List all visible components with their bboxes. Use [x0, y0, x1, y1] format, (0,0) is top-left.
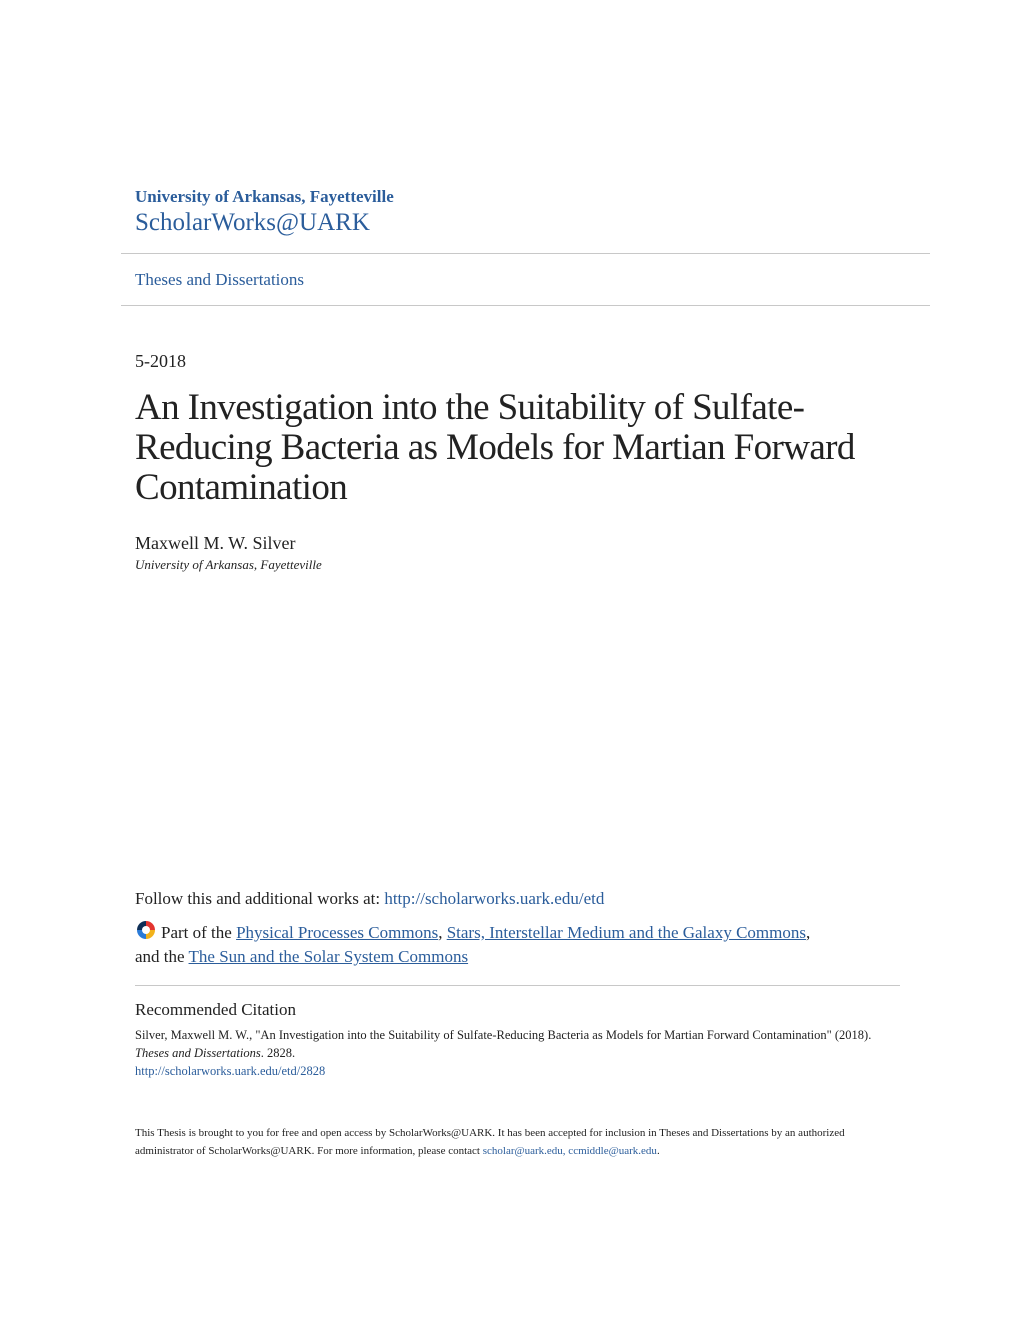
- publication-date: 5-2018: [135, 351, 186, 371]
- citation-series: Theses and Dissertations: [135, 1046, 261, 1060]
- part-of-commons: [135, 919, 895, 969]
- repository-link[interactable]: ScholarWorks@UARK: [135, 209, 370, 236]
- follow-line: [135, 889, 604, 909]
- citation-number: . 2828.: [260, 1046, 296, 1060]
- institution-link[interactable]: University of Arkansas, Fayetteville: [135, 187, 394, 206]
- part-of-prefix: Part of the: [161, 923, 232, 942]
- author-name: Maxwell M. W. Silver: [135, 533, 296, 553]
- citation-divider: [135, 985, 900, 986]
- top-divider: [121, 253, 930, 254]
- and-the-text: and the: [135, 947, 185, 966]
- contact-email-link[interactable]: scholar@uark.edu, ccmiddle@uark.edu: [482, 1145, 657, 1157]
- commons-separator: ,: [805, 923, 811, 942]
- commons-link-sun-solar-system[interactable]: The Sun and the Solar System Commons: [188, 947, 469, 966]
- commons-separator: ,: [438, 923, 443, 942]
- commons-link-stars-interstellar[interactable]: Stars, Interstellar Medium and the Galaxy Commons: [446, 923, 806, 942]
- document-title: An Investigation into the Suitability of Sulfate-Reducing Bacteria as Models for Martian Forward Contamination: [135, 387, 855, 508]
- collection-url-link[interactable]: http://scholarworks.uark.edu/etd: [384, 889, 605, 908]
- access-notice-text: This Thesis is brought to you for free and open access by ScholarWorks@UARK. It has been accepted for inclusion in Theses and Dissertations by an authorized administrator of ScholarWorks@UARK. For more information, please contact: [135, 1127, 845, 1157]
- access-notice-end: .: [656, 1145, 660, 1157]
- citation-body: Silver, Maxwell M. W., "An Investigation into the Suitability of Sulfate-Reducing Bacteria as Models for Martian Forward Contamination" (2018).: [135, 1028, 872, 1042]
- citation-url-link[interactable]: http://scholarworks.uark.edu/etd/2828: [135, 1064, 326, 1078]
- access-notice: [135, 1124, 895, 1160]
- header-divider: [121, 305, 930, 306]
- citation-text: [135, 1026, 875, 1080]
- citation-heading: Recommended Citation: [135, 1000, 296, 1019]
- series-link[interactable]: Theses and Dissertations: [135, 270, 305, 289]
- commons-link-physical-processes[interactable]: Physical Processes Commons: [236, 923, 439, 942]
- author-affiliation: University of Arkansas, Fayetteville: [135, 557, 322, 572]
- follow-prefix: Follow this and additional works at:: [135, 889, 381, 908]
- bepress-commons-icon: [135, 919, 157, 941]
